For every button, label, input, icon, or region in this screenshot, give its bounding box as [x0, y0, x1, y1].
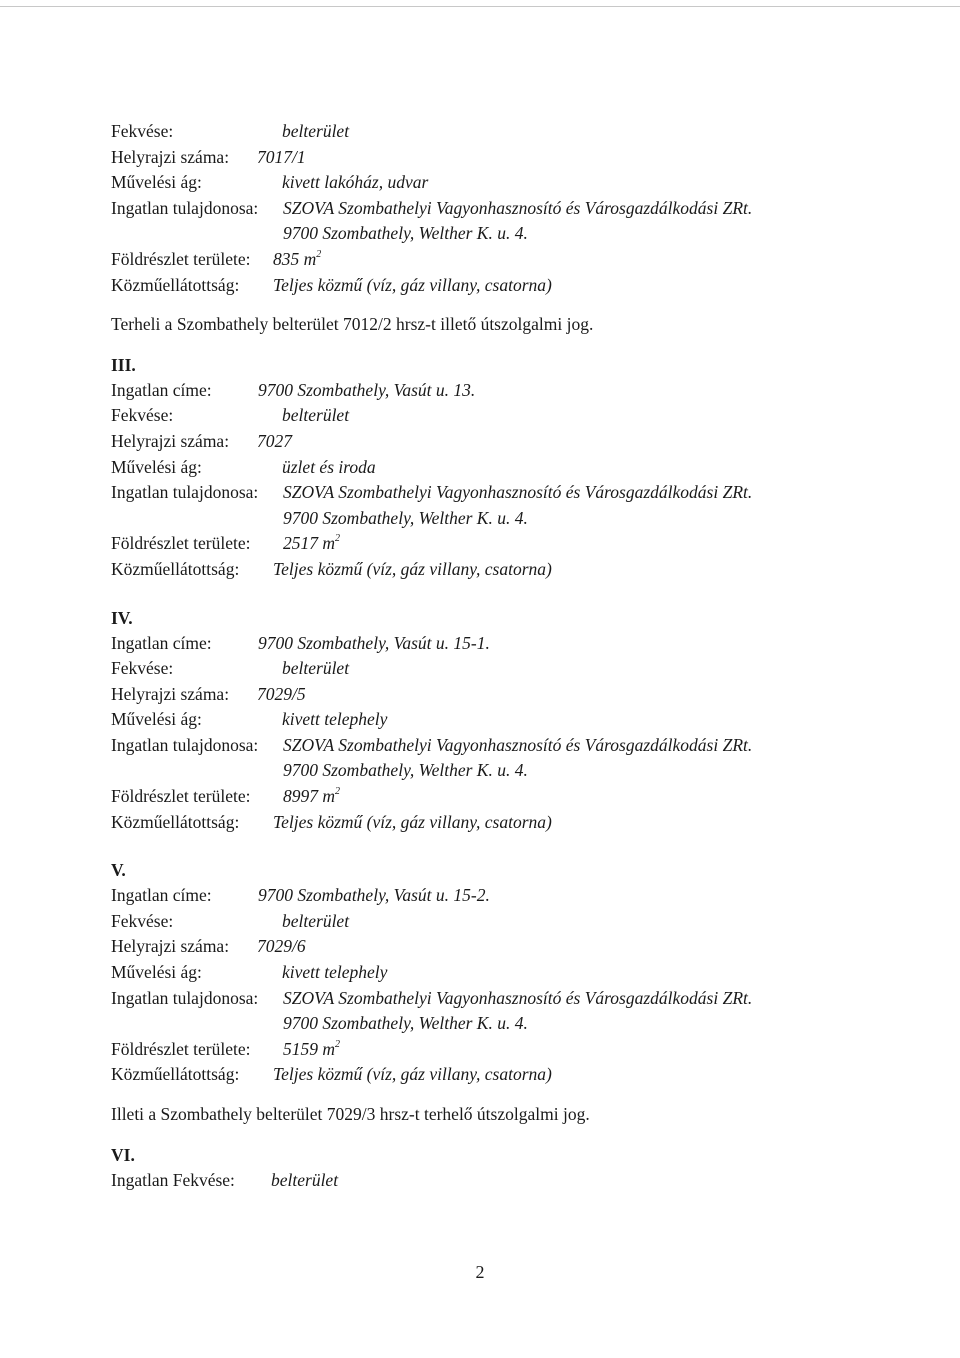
- field-label: Ingatlan tulajdonosa:: [111, 734, 259, 755]
- field-label: Ingatlan tulajdonosa:: [111, 482, 259, 503]
- property-section: [111, 352, 911, 605]
- field-value: 5159 $m^2$: [283, 1038, 341, 1059]
- property-row: [111, 883, 911, 909]
- property-row: [111, 196, 911, 222]
- field-label: Ingatlan címe:: [111, 632, 212, 653]
- property-row: [111, 221, 911, 247]
- field-value: 7027: [257, 430, 292, 451]
- field-value: 9700 Szombathely, Welther K. u. 4.: [283, 1013, 528, 1034]
- field-label: Fekvése:: [111, 121, 174, 141]
- field-label: Ingatlan tulajdonosa:: [111, 987, 259, 1008]
- field-value: SZOVA Szombathelyi Vagyonhasznosító és Városgazdálkodási ZRt.: [283, 734, 753, 755]
- field-label: Művelési ág:: [111, 709, 202, 730]
- field-value: Teljes közmű (víz, gáz villany, csatorna): [273, 811, 552, 832]
- field-label: Művelési ág:: [111, 456, 202, 477]
- spacer: [111, 835, 911, 857]
- superscript: 2: [316, 249, 322, 261]
- section-note: Terheli a Szombathely belterület 7012/2 hrsz-t illető útszolgalmi jog.: [111, 314, 594, 335]
- section-heading: VI.: [111, 1144, 135, 1165]
- property-row: [111, 429, 911, 455]
- field-value: Teljes közmű (víz, gáz villany, csatorna): [273, 274, 552, 295]
- top-rule: [0, 6, 960, 7]
- property-row: [111, 378, 911, 404]
- field-value: SZOVA Szombathelyi Vagyonhasznosító és Városgazdálkodási ZRt.: [283, 482, 753, 503]
- field-value: kivett lakóház, udvar: [282, 172, 429, 193]
- property-row: [111, 145, 911, 171]
- field-label: Fekvése:: [111, 405, 174, 426]
- field-value: belterület: [271, 1169, 339, 1190]
- field-value: 9700 Szombathely, Welther K. u. 4.: [283, 507, 528, 528]
- field-label: Ingatlan tulajdonosa:: [111, 197, 259, 218]
- field-label: Fekvése:: [111, 910, 174, 931]
- field-value: belterület: [282, 910, 350, 931]
- field-label: Ingatlan címe:: [111, 885, 212, 906]
- property-row: [111, 1062, 911, 1088]
- field-label: Földrészlet területe:: [111, 533, 251, 554]
- superscript: 2: [335, 533, 341, 545]
- page-number: 2: [475, 1262, 485, 1282]
- field-value: 9700 Szombathely, Vasút u. 15-1.: [258, 632, 490, 653]
- property-row: [111, 1037, 911, 1063]
- property-row: [111, 960, 911, 986]
- property-row: [111, 986, 911, 1012]
- field-value: belterület: [282, 121, 350, 141]
- property-row: [111, 810, 911, 836]
- property-row: [111, 455, 911, 481]
- field-label: Közműellátottság:: [111, 811, 240, 832]
- superscript: 2: [335, 1038, 341, 1050]
- property-row: [111, 758, 911, 784]
- field-label: Földrészlet területe:: [111, 1038, 251, 1059]
- property-row: [111, 707, 911, 733]
- field-label: Ingatlan Fekvése:: [111, 1169, 235, 1190]
- field-value: Teljes közmű (víz, gáz villany, csatorna): [273, 1064, 552, 1085]
- property-row: [111, 1168, 911, 1194]
- property-row: [111, 531, 911, 557]
- field-label: Ingatlan címe:: [111, 379, 212, 400]
- field-label: Közműellátottság:: [111, 1064, 240, 1085]
- property-section: [111, 119, 911, 338]
- property-row: [111, 247, 911, 273]
- property-row: [111, 557, 911, 583]
- section-heading: IV.: [111, 607, 133, 628]
- field-value: 7029/5: [257, 683, 306, 704]
- property-row: [111, 656, 911, 682]
- spacer: [111, 583, 911, 605]
- field-value: SZOVA Szombathelyi Vagyonhasznosító és Városgazdálkodási ZRt.: [283, 197, 753, 218]
- field-label: Művelési ág:: [111, 962, 202, 983]
- property-row: [111, 909, 911, 935]
- section-note: Illeti a Szombathely belterület 7029/3 hrsz-t terhelő útszolgalmi jog.: [111, 1104, 590, 1124]
- field-value: 9700 Szombathely, Welther K. u. 4.: [283, 760, 528, 781]
- property-row: [111, 934, 911, 960]
- field-value: kivett telephely: [282, 709, 388, 730]
- property-row: [111, 170, 911, 196]
- property-row: [111, 631, 911, 657]
- field-value: SZOVA Szombathelyi Vagyonhasznosító és Városgazdálkodási ZRt.: [283, 987, 753, 1008]
- property-row: [111, 784, 911, 810]
- property-section: [111, 605, 911, 858]
- superscript: 2: [335, 786, 341, 798]
- field-label: Helyrajzi száma:: [111, 683, 230, 704]
- field-label: Fekvése:: [111, 658, 174, 679]
- property-row: [111, 119, 911, 145]
- field-value: 835 $m^2$: [273, 248, 322, 269]
- field-value: 2517 $m^2$: [283, 533, 341, 554]
- field-value: belterület: [282, 405, 350, 426]
- field-value: üzlet és iroda: [282, 456, 376, 477]
- field-label: Művelési ág:: [111, 172, 202, 193]
- field-value: kivett telephely: [282, 962, 388, 983]
- document-body: [111, 119, 911, 1193]
- property-row: [111, 480, 911, 506]
- field-label: Földrészlet területe:: [111, 786, 251, 807]
- field-value: 9700 Szombathely, Vasút u. 15-2.: [258, 885, 490, 906]
- field-label: Földrészlet területe:: [111, 248, 251, 269]
- field-value: belterület: [282, 658, 350, 679]
- property-row: [111, 506, 911, 532]
- field-label: Helyrajzi száma:: [111, 430, 230, 451]
- field-value: 7029/6: [257, 936, 306, 957]
- property-section: [111, 1142, 911, 1194]
- property-row: [111, 273, 911, 299]
- field-value: 9700 Szombathely, Welther K. u. 4.: [283, 223, 528, 244]
- property-row: [111, 733, 911, 759]
- field-label: Közműellátottság:: [111, 274, 240, 295]
- field-value: Teljes közmű (víz, gáz villany, csatorna): [273, 558, 552, 579]
- field-label: Közműellátottság:: [111, 558, 240, 579]
- field-label: Helyrajzi száma:: [111, 936, 230, 957]
- property-section: [111, 857, 911, 1127]
- property-row: [111, 1011, 911, 1037]
- field-value: 7017/1: [257, 146, 306, 167]
- property-row: [111, 403, 911, 429]
- section-heading: III.: [111, 354, 136, 375]
- field-value: 9700 Szombathely, Vasút u. 13.: [258, 379, 476, 400]
- field-label: Helyrajzi száma:: [111, 146, 230, 167]
- property-row: [111, 682, 911, 708]
- section-heading: V.: [111, 860, 126, 881]
- field-value: 8997 $m^2$: [283, 786, 341, 807]
